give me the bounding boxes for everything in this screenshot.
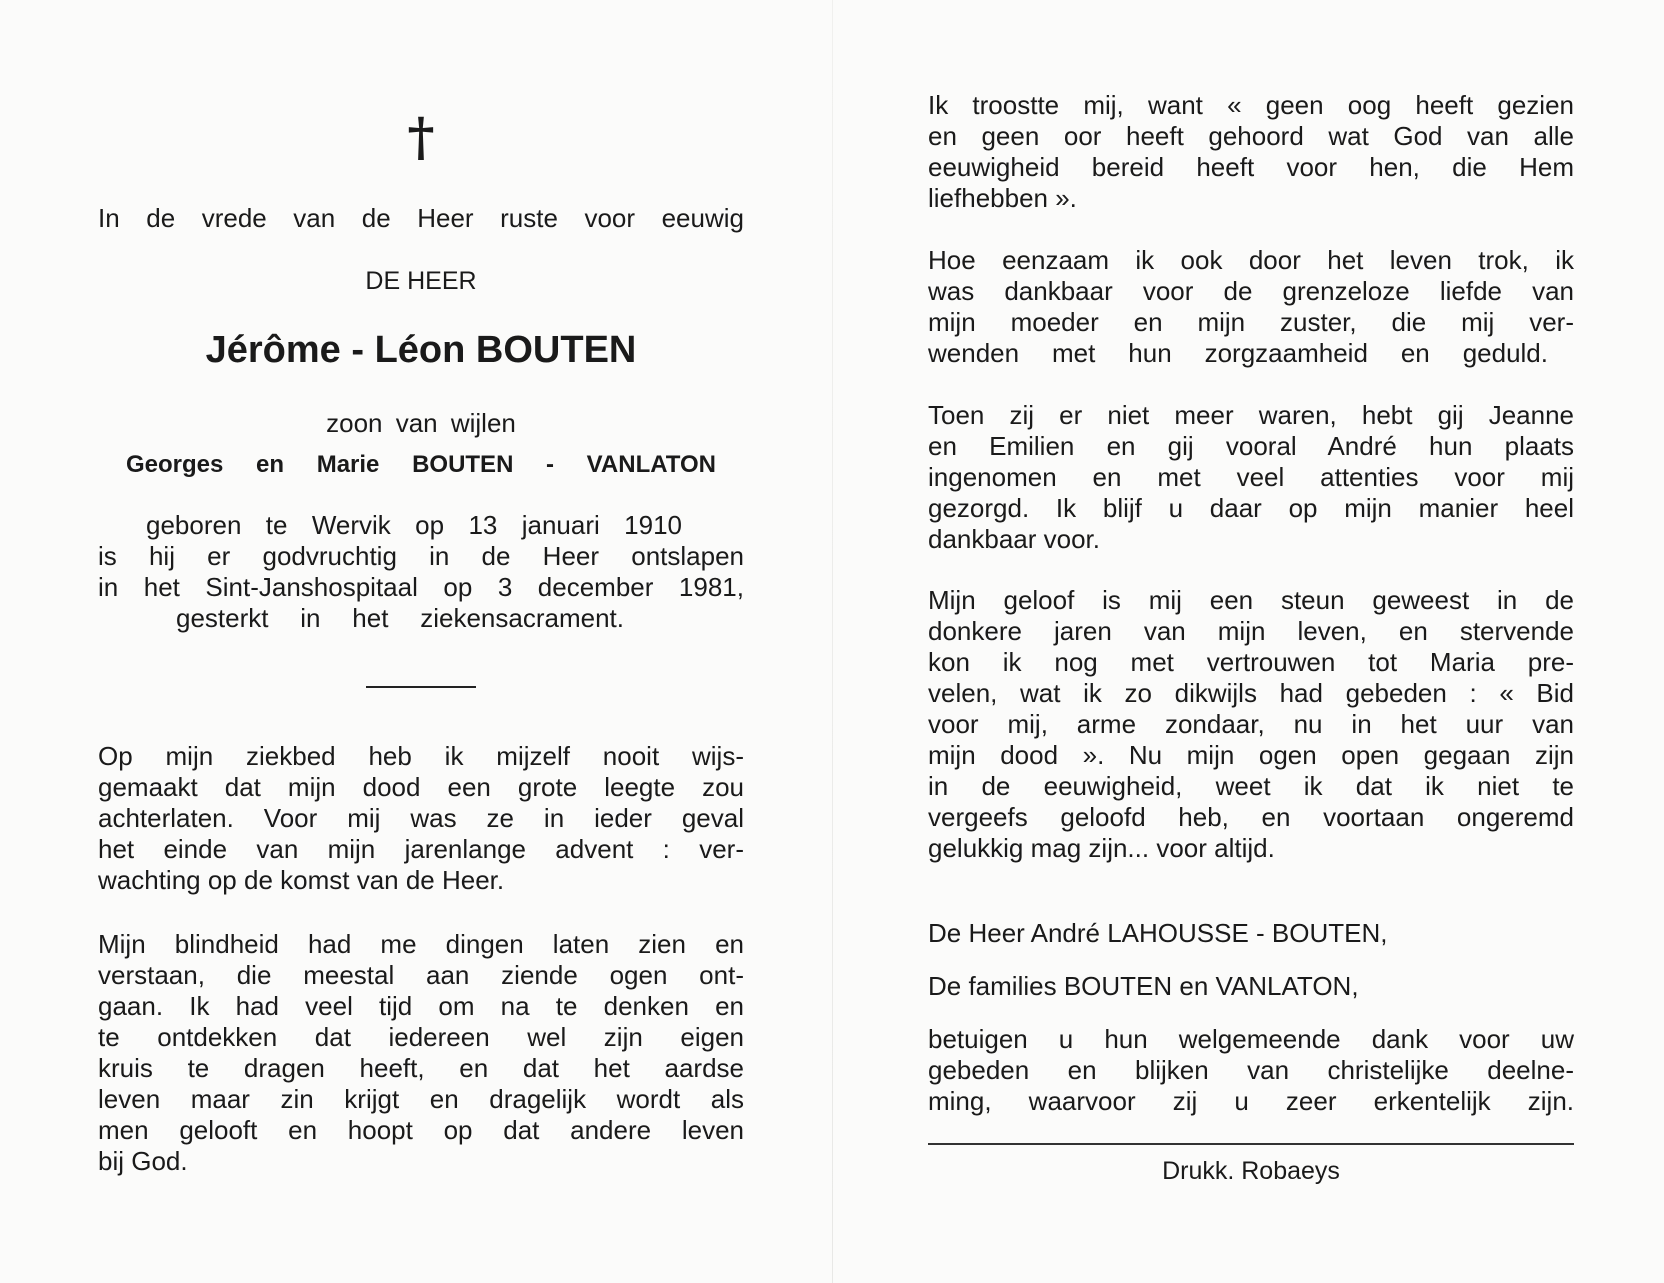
text-line: leven maar zin krijgt en dragelijk wordt als	[98, 1084, 744, 1114]
reflection-paragraph-3	[928, 90, 1574, 214]
deceased-name: Jérôme - Léon BOUTEN	[205, 329, 637, 371]
footer-divider	[928, 1143, 1574, 1145]
parent-mother: Marie	[316, 451, 380, 478]
reflection-paragraph-1	[98, 741, 744, 896]
parent-father: Georges	[126, 451, 224, 478]
printer-credit: Drukk. Robaeys	[1162, 1157, 1340, 1185]
sacrament-line: gesterkt in het ziekensacrament.	[176, 603, 624, 633]
text-line: gemaakt dat mijn dood een grote leegte zou	[98, 772, 744, 802]
text-line: Ik troostte mij, want « geen oog heeft gezien	[928, 90, 1574, 120]
text-line: men gelooft en hoopt op dat andere leven	[98, 1115, 744, 1145]
text-line: gaan. Ik had veel tijd om na te denken en	[98, 991, 744, 1021]
cross-icon: †	[407, 107, 435, 168]
text-line: dankbaar voor.	[928, 524, 1101, 554]
signatory-1: De Heer André LAHOUSSE - BOUTEN,	[928, 918, 1388, 948]
death-line-1: is hij er godvruchtig in de Heer ontslapen	[98, 541, 744, 571]
text-line: Toen zij er niet meer waren, hebt gij Jeanne	[928, 400, 1574, 430]
text-line: wachting op de komst van de Heer.	[98, 865, 505, 895]
text-line: was dankbaar voor de grenzeloze liefde van	[928, 276, 1574, 306]
birth-line: geboren te Wervik op 13 januari 1910	[146, 510, 682, 540]
text-line: kruis te dragen heeft, en dat het aardse	[98, 1053, 744, 1083]
parents-line	[126, 448, 716, 482]
text-line: Op mijn ziekbed heb ik mijzelf nooit wijs-	[98, 741, 744, 771]
text-line: te ontdekken dat iedereen wel zijn eigen	[98, 1022, 744, 1052]
text-line: velen, wat ik zo dikwijls had gebeden : « Bid	[928, 678, 1574, 708]
text-line: kon ik nog met vertrouwen tot Maria pre-	[928, 647, 1574, 677]
text-line: gebeden en blijken van christelijke deelne-	[928, 1055, 1574, 1085]
text-line: bij God.	[98, 1146, 188, 1176]
signatory-2: De families BOUTEN en VANLATON,	[928, 971, 1359, 1001]
text-line: Mijn geloof is mij een steun geweest in de	[928, 585, 1574, 615]
text-line: en geen oor heeft gehoord wat God van alle	[928, 121, 1574, 151]
divider	[366, 686, 476, 688]
reflection-paragraph-2	[98, 929, 744, 1177]
text-line: achterlaten. Voor mij was ze in ieder geval	[98, 803, 744, 833]
text-line: ingenomen en met veel attenties voor mij	[928, 462, 1574, 492]
text-line: mijn dood ». Nu mijn ogen open gegaan zijn	[928, 740, 1574, 770]
text-line: gelukkig mag zijn... voor altijd.	[928, 833, 1275, 863]
text-line: liefhebben ».	[928, 183, 1077, 213]
text-line: mijn moeder en mijn zuster, die mij ver-	[928, 307, 1574, 337]
reflection-paragraph-6	[928, 585, 1574, 864]
text-line: betuigen u hun welgemeende dank voor uw	[928, 1024, 1574, 1054]
text-line: Mijn blindheid had me dingen laten zien en	[98, 929, 744, 959]
text-line: gezorgd. Ik blijf u daar op mijn manier heel	[928, 493, 1574, 523]
text-line: eeuwigheid bereid heeft voor hen, die Hem	[928, 152, 1574, 182]
reflection-paragraph-5	[928, 400, 1574, 555]
text-line: vergeefs geloofd heb, en voortaan ongeremd	[928, 802, 1574, 832]
text-line: verstaan, die meestal aan ziende ogen ont-	[98, 960, 744, 990]
text-line: het einde van mijn jarenlange advent : ver-	[98, 834, 744, 864]
birth-death-details	[98, 510, 744, 634]
thanks-paragraph	[928, 1024, 1574, 1117]
death-line-2: in het Sint-Janshospitaal op 3 december 1981,	[98, 572, 744, 602]
text-line: ming, waarvoor zij u zeer erkentelijk zijn.	[928, 1086, 1574, 1116]
text-line: en Emilien en gij vooral André hun plaats	[928, 431, 1574, 461]
text-line: Hoe eenzaam ik ook door het leven trok, ik	[928, 245, 1574, 275]
text-line: voor mij, arme zondaar, nu in het uur van	[928, 709, 1574, 739]
text-line: wenden met hun zorgzaamheid en geduld.	[928, 338, 1548, 368]
title-de-heer: DE HEER	[365, 267, 477, 295]
intro-line: In de vrede van de Heer ruste voor eeuwig	[98, 203, 744, 233]
text-line: in de eeuwigheid, weet ik dat ik niet te	[928, 771, 1574, 801]
card-fold	[832, 0, 833, 1283]
parents-and: en	[256, 451, 285, 478]
son-of-line: zoon van wijlen	[326, 408, 516, 438]
text-line: donkere jaren van mijn leven, en stervende	[928, 616, 1574, 646]
reflection-paragraph-4	[928, 245, 1574, 369]
parents-surnames: BOUTEN - VANLATON	[412, 451, 717, 478]
